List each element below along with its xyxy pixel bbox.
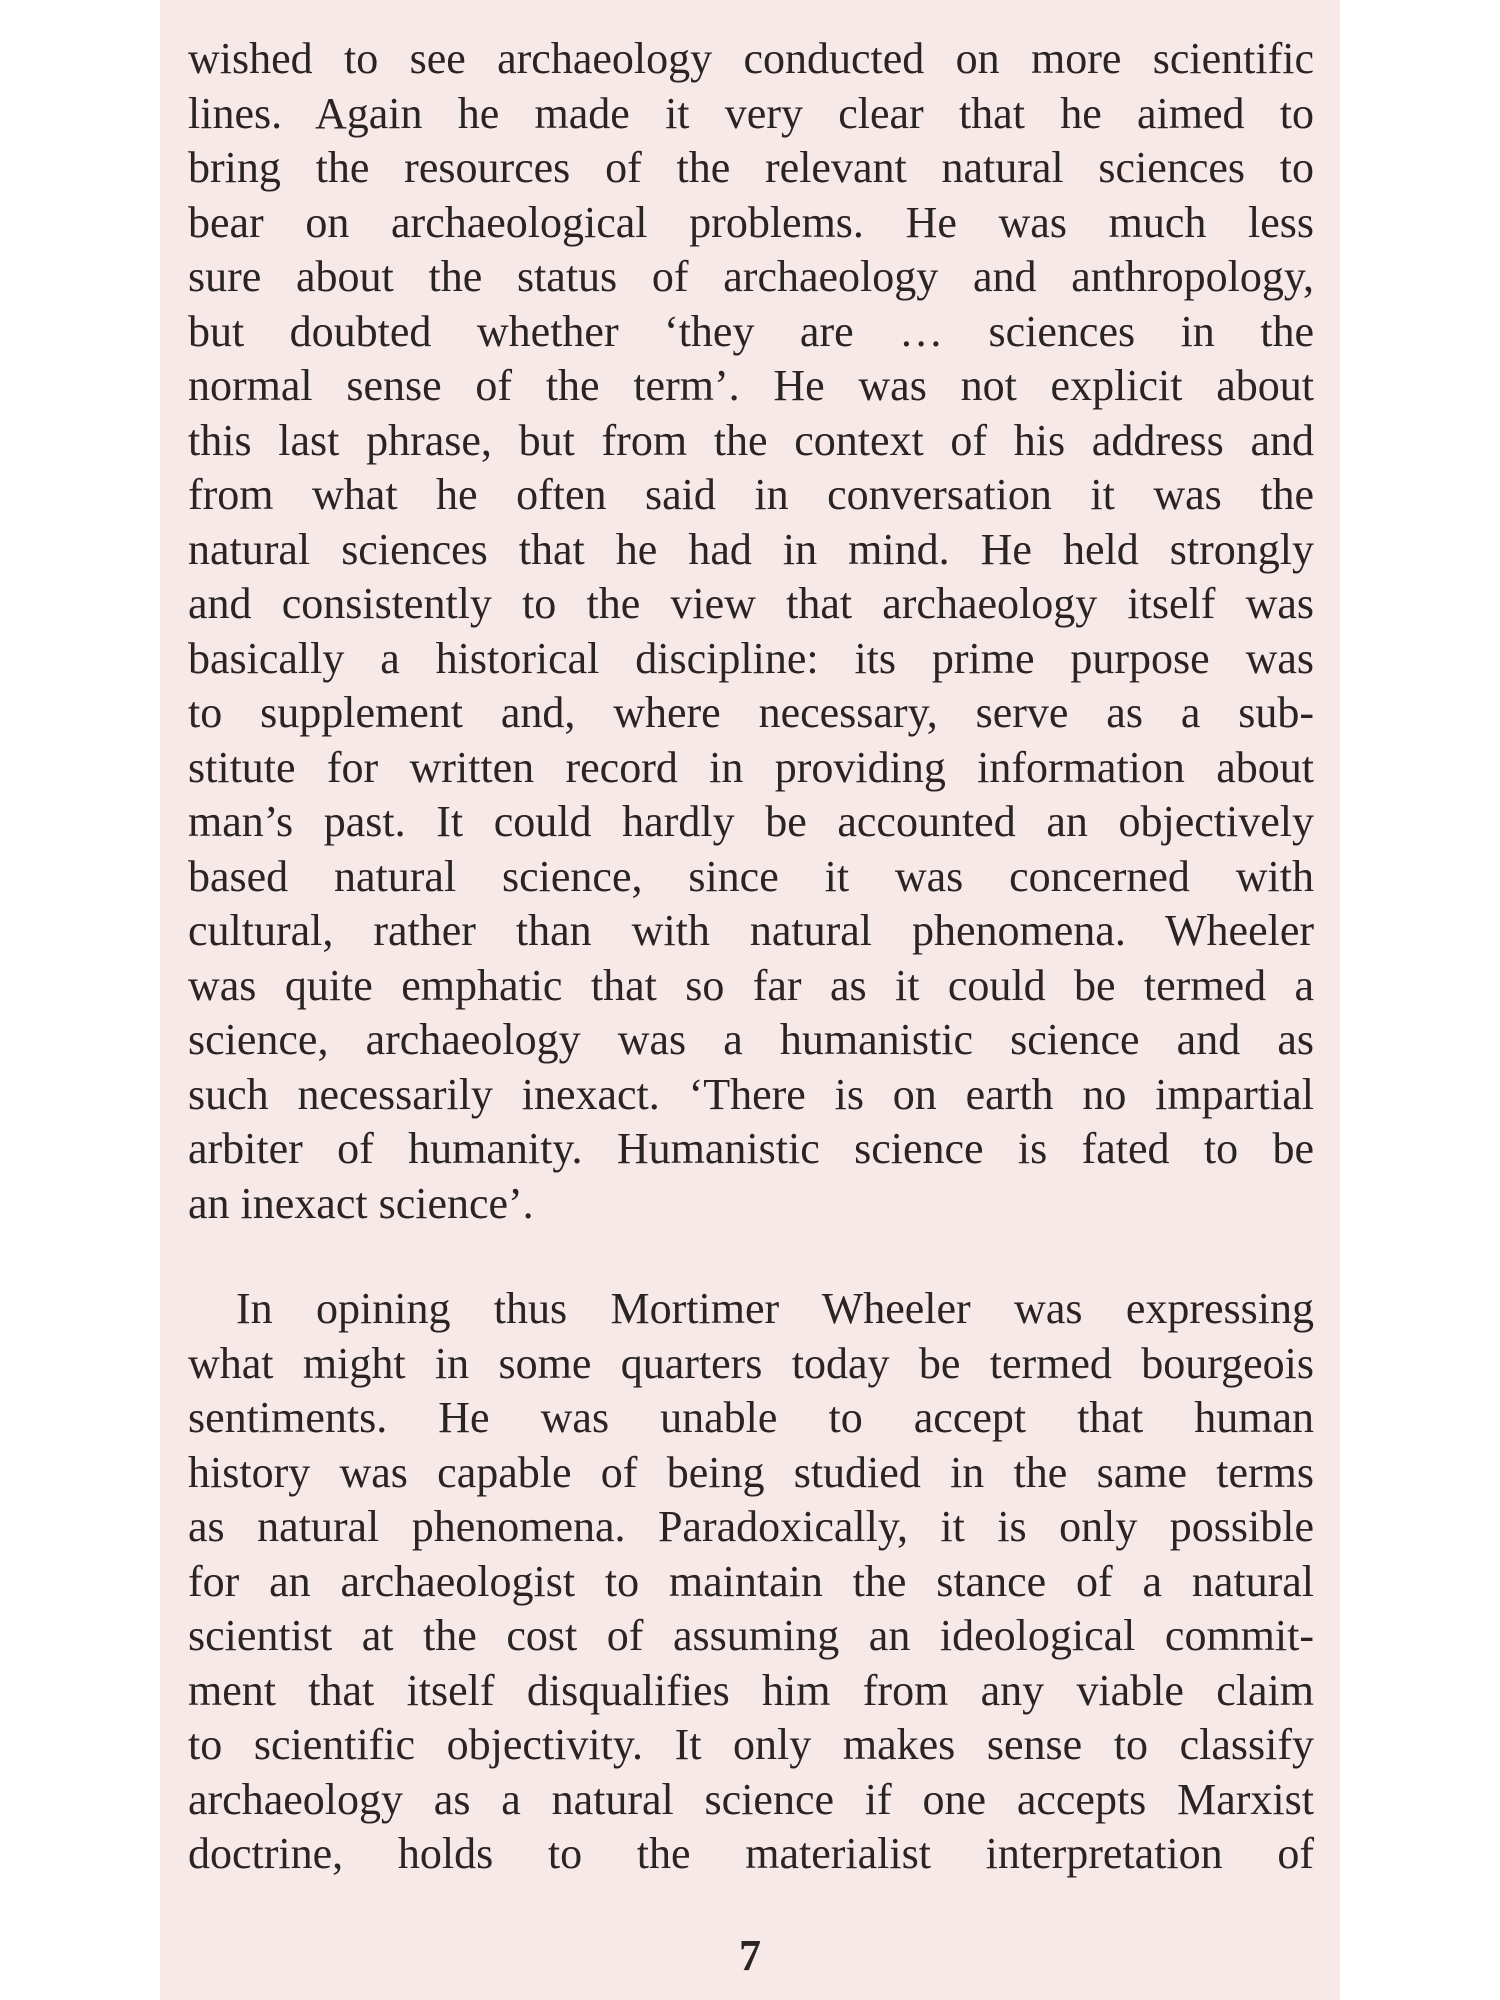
- text-line: but doubted whether ‘they are … sciences in the: [188, 306, 1314, 356]
- text-line: scientist at the cost of assuming an ideological commit-: [188, 1611, 1314, 1660]
- text-line: arbiter of humanity. Humanistic science is fated to be: [188, 1124, 1314, 1173]
- text-line: man’s past. It could hardly be accounted an objectively: [188, 797, 1314, 846]
- text-line: basically a historical discipline: its prime purpose was: [188, 633, 1314, 683]
- paragraph-1: [188, 32, 1314, 1231]
- text-line: doctrine, holds to the materialist interpretation of: [188, 1829, 1314, 1878]
- text-line: to supplement and, where necessary, serve as a sub-: [188, 688, 1314, 737]
- text-line: an inexact science’.: [188, 1178, 534, 1228]
- text-line: archaeology as a natural science if one accepts Marxist: [188, 1774, 1314, 1824]
- text-line: bring the resources of the relevant natural sciences to: [188, 143, 1314, 192]
- text-line: and consistently to the view that archaeology itself was: [188, 579, 1314, 628]
- text-line: to scientific objectivity. It only makes sense to classify: [188, 1720, 1314, 1769]
- text-line: science, archaeology was a humanistic science and as: [188, 1015, 1314, 1064]
- text-line: bear on archaeological problems. He was much less: [188, 197, 1314, 247]
- text-line: natural sciences that he had in mind. He held strongly: [188, 524, 1314, 574]
- text-line: ment that itself disqualifies him from any viable claim: [188, 1665, 1314, 1715]
- text-line: as natural phenomena. Paradoxically, it is only possible: [188, 1502, 1314, 1551]
- text-line: what might in some quarters today be termed bourgeois: [188, 1338, 1314, 1388]
- text-line: stitute for written record in providing information about: [188, 742, 1314, 792]
- text-line: based natural science, since it was concerned with: [188, 851, 1314, 901]
- text-line: such necessarily inexact. ‘There is on earth no impartial: [188, 1069, 1314, 1119]
- text-line: wished to see archaeology conducted on more scientific: [188, 34, 1314, 83]
- text-line: lines. Again he made it very clear that he aimed to: [188, 88, 1314, 138]
- text-line: from what he often said in conversation it was the: [188, 470, 1314, 519]
- paragraph-2: [188, 1282, 1314, 1882]
- text-line: history was capable of being studied in the same terms: [188, 1447, 1314, 1497]
- page-number: 7: [739, 1931, 761, 1980]
- text-line: normal sense of the term’. He was not explicit about: [188, 361, 1314, 410]
- text-line: sentiments. He was unable to accept that human: [188, 1393, 1314, 1442]
- text-line: sure about the status of archaeology and anthropology,: [188, 252, 1314, 301]
- text-line: this last phrase, but from the context of his address and: [188, 415, 1314, 465]
- text-line: cultural, rather than with natural phenomena. Wheeler: [188, 906, 1314, 955]
- text-line: In opining thus Mortimer Wheeler was expressing: [236, 1284, 1314, 1333]
- text-line: for an archaeologist to maintain the stance of a natural: [188, 1556, 1314, 1606]
- text-line: was quite emphatic that so far as it could be termed a: [188, 960, 1314, 1010]
